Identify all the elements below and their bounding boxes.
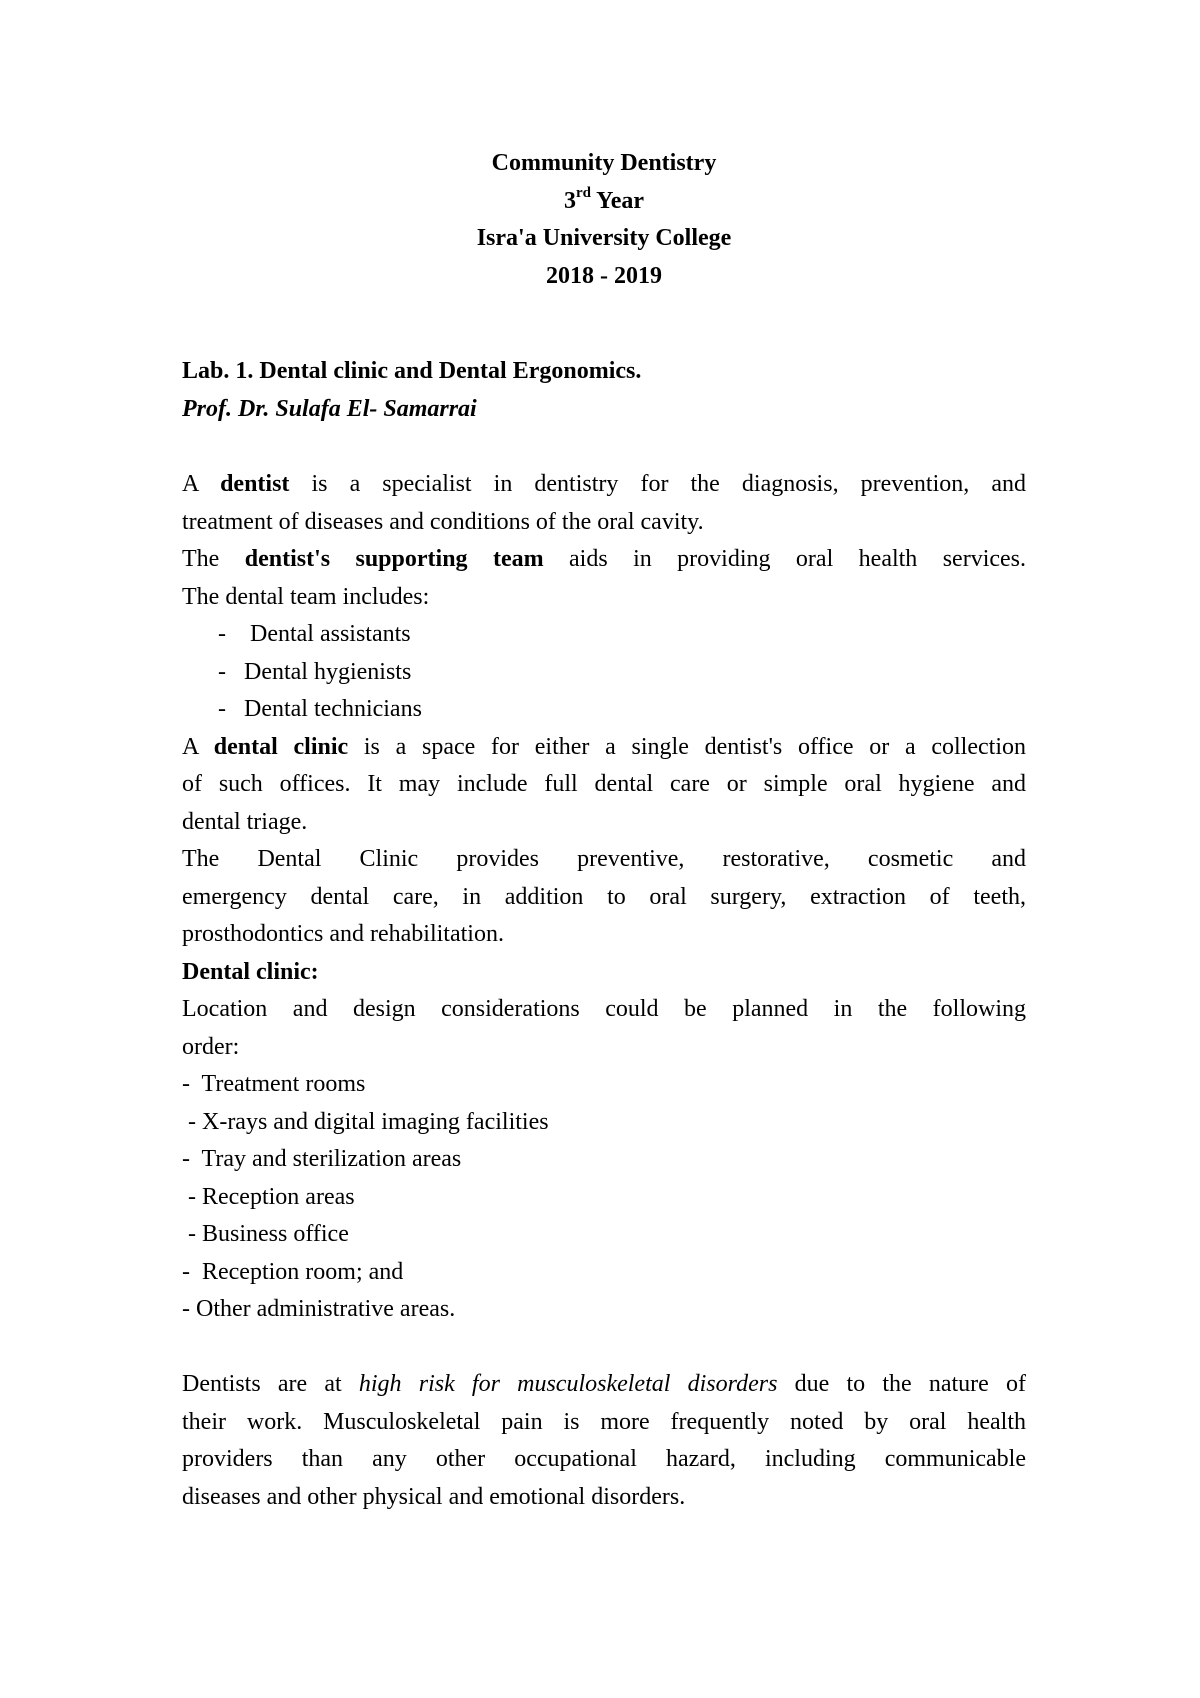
author-name: Prof. Dr. Sulafa El- Samarrai: [182, 396, 477, 422]
clinic-list-item: - Treatment rooms: [182, 1071, 366, 1097]
lab-title: Lab. 1. Dental clinic and Dental Ergonomics.: [182, 358, 642, 384]
document-header: [182, 145, 1026, 295]
course-title: Community Dentistry: [491, 150, 717, 176]
clinic-list-item: - Tray and sterilization areas: [182, 1146, 462, 1172]
document-page: [182, 0, 1026, 1698]
para1-line2: treatment of diseases and conditions of the oral cavity.: [182, 508, 704, 535]
para6-line2: their work. Musculoskeletal pain is more frequently noted by oral health: [182, 1408, 1026, 1435]
paragraph-gap: [182, 1329, 1026, 1367]
clinic-list-item: - Business office: [182, 1221, 349, 1247]
para3-text: is a space for either a single dentist's office or a collection: [348, 733, 1026, 760]
term-dentist: dentist: [220, 471, 290, 497]
dental-clinic-heading: Dental clinic:: [182, 958, 319, 985]
para6-text: due to the nature of: [777, 1371, 1026, 1397]
para2-line2: The dental team includes:: [182, 583, 430, 610]
year-line: [182, 183, 1026, 221]
clinic-list-item: - Other administrative areas.: [182, 1296, 456, 1322]
para3-text: A: [182, 733, 214, 760]
para6-text: Dentists are at: [182, 1371, 359, 1397]
document-body: [182, 466, 1026, 1516]
college-name: Isra'a University College: [476, 225, 732, 251]
clinic-list-item: - Reception areas: [182, 1183, 355, 1210]
para4-line1: The Dental Clinic provides preventive, restorative, cosmetic and: [182, 846, 1026, 872]
para3-line3: dental triage.: [182, 808, 308, 835]
year-number: 3: [563, 187, 576, 214]
para5-line2: order:: [182, 1033, 240, 1060]
para1-line1: [182, 466, 1026, 504]
para6-line1: [182, 1366, 1026, 1404]
para1-text: A: [182, 471, 221, 497]
para5-line1: Location and design considerations could be planned in the following: [182, 996, 1026, 1022]
clinic-list-item: - Reception room; and: [182, 1258, 404, 1285]
para4-line3: prosthodontics and rehabilitation.: [182, 921, 504, 947]
para2-line1: [182, 541, 1026, 579]
academic-year: 2018 - 2019: [546, 262, 662, 289]
para2-text: aids in providing oral health services.: [543, 546, 1027, 572]
team-list-item: - Dental assistants: [218, 621, 411, 647]
para4-line2: emergency dental care, in addition to oral surgery, extraction of teeth,: [182, 883, 1026, 910]
year-word: Year: [590, 187, 645, 214]
term-supporting-team: dentist's supporting team: [244, 546, 544, 572]
para3-line2: of such offices. It may include full dental care or simple oral hygiene and: [182, 771, 1026, 797]
team-list-item: - Dental hygienists: [218, 658, 412, 685]
para3-line1: [182, 729, 1026, 767]
clinic-list-item: - X-rays and digital imaging facilities: [182, 1108, 549, 1135]
emphasis-high-risk: high risk for musculoskeletal disorders: [358, 1371, 778, 1397]
para6-line3: providers than any other occupational hazard, including communicable: [182, 1446, 1026, 1472]
team-list-item: - Dental technicians: [218, 696, 422, 722]
para1-text: is a specialist in dentistry for the diagnosis, prevention, and: [289, 471, 1026, 497]
term-dental-clinic: dental clinic: [213, 733, 349, 760]
para2-text: The: [182, 546, 245, 572]
para6-line4: diseases and other physical and emotional disorders.: [182, 1483, 686, 1510]
year-superscript: rd: [575, 184, 591, 201]
